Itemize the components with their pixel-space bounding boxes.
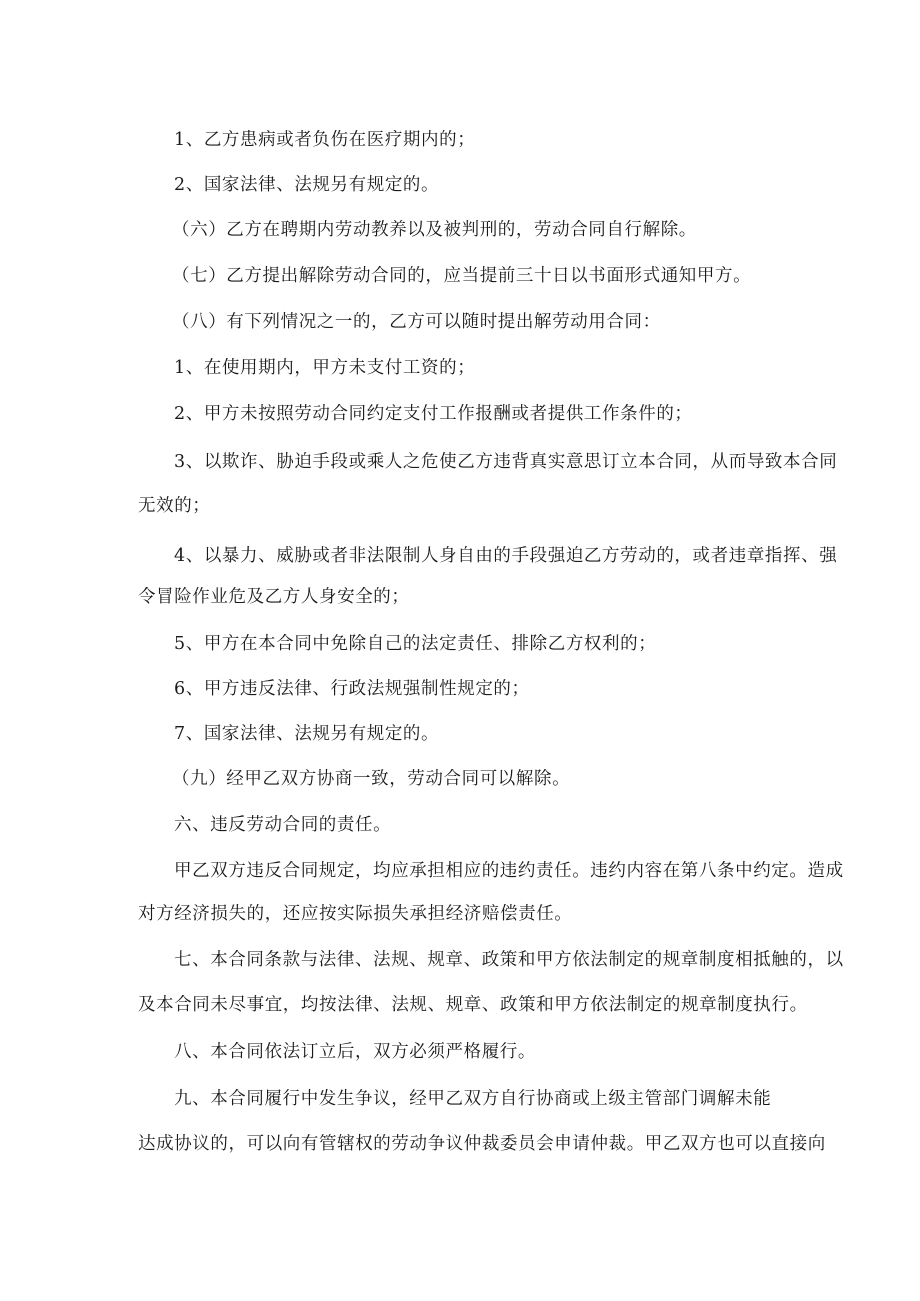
sub-clause-1: 1、在使用期内，甲方未支付工资的； [174,358,476,378]
section-six-heading: 六、违反劳动合同的责任。 [174,815,392,835]
sub-clause-2: 2、甲方未按照劳动合同约定支付工作报酬或者提供工作条件的； [174,404,693,424]
section-seven-line-2: 及本合同未尽事宜，均按法律、法规、规章、政策和甲方依法制定的规章制度执行。 [138,995,808,1015]
section-nine-line-2: 达成协议的，可以向有管辖权的劳动争议仲裁委员会申请仲裁。甲乙双方也可以直接向 [138,1134,826,1154]
clause-nine: （九）经甲乙双方协商一致，劳动合同可以解除。 [172,769,571,789]
section-six-body-line-1: 甲乙双方违反合同规定，均应承担相应的违约责任。违约内容在第八条中约定。造成 [174,861,844,881]
sub-clause-7: 7、国家法律、法规另有规定的。 [174,724,440,744]
sub-clause-3-line-2: 无效的； [138,496,211,516]
clause-1: 1、乙方患病或者负伤在医疗期内的； [174,130,476,150]
sub-clause-5: 5、甲方在本合同中免除自己的法定责任、排除乙方权利的； [174,634,657,654]
section-seven-line-1: 七、本合同条款与法律、法规、规章、政策和甲方依法制定的规章制度相抵触的，以 [174,950,844,970]
sub-clause-6: 6、甲方违反法律、行政法规强制性规定的； [174,679,530,699]
clause-eight: （八）有下列情况之一的，乙方可以随时提出解劳动用合同： [172,312,661,332]
clause-seven: （七）乙方提出解除劳动合同的，应当提前三十日以书面形式通知甲方。 [172,266,752,286]
clause-six: （六）乙方在聘期内劳动教养以及被判刑的，劳动合同自行解除。 [172,220,697,240]
section-nine-line-1: 九、本合同履行中发生争议，经甲乙双方自行协商或上级主管部门调解未能 [174,1089,772,1109]
sub-clause-4-line-2: 令冒险作业危及乙方人身安全的； [138,587,410,607]
section-six-body-line-2: 对方经济损失的，还应按实际损失承担经济赔偿责任。 [138,904,573,924]
section-eight: 八、本合同依法订立后，双方必须严格履行。 [174,1042,536,1062]
sub-clause-4-line-1: 4、以暴力、威胁或者非法限制人身自由的手段强迫乙方劳动的，或者违章指挥、强 [174,546,838,566]
clause-2: 2、国家法律、法规另有规定的。 [174,175,440,195]
sub-clause-3-line-1: 3、以欺诈、胁迫手段或乘人之危使乙方违背真实意思订立本合同，从而导致本合同 [174,452,838,472]
